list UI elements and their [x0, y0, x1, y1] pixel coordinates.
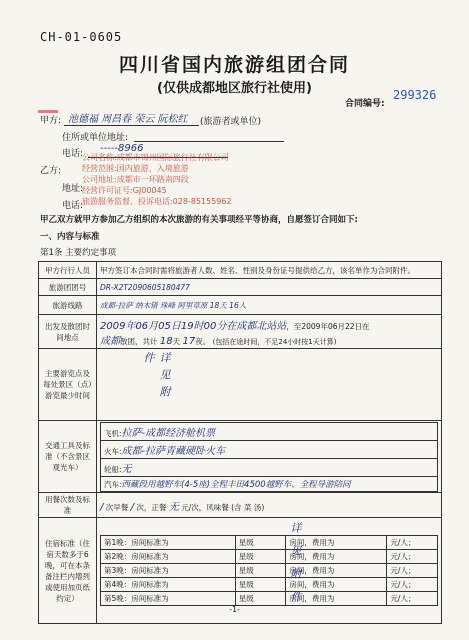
dates-line1-end: ，至2009年06月22日在: [286, 321, 370, 331]
meals-lunch: 次，正餐: [136, 502, 167, 512]
contract-no-label: 合同编号:: [345, 99, 385, 109]
dates-label: 出发及散团时间地点: [39, 315, 97, 349]
dates-days: 18: [159, 335, 173, 347]
party-a-label: 甲方:: [40, 116, 62, 126]
party-a-phone-label: 电话:: [62, 149, 84, 159]
plane-value: 拉萨-成都经济舱机票: [121, 427, 216, 439]
meals-mid: /: [130, 501, 135, 513]
lodging-night: 第2晚：房间标准为 星级 房间，费用为 元/人；: [101, 550, 438, 564]
car-value: 西藏段用越野车(4-5座)全程丰田4500越野车、全程导游陪同: [121, 479, 351, 490]
group-no-label: 旅游团团号: [39, 279, 97, 296]
article-heading: 第1条 主要约定事项: [40, 248, 117, 258]
table-row: [39, 296, 442, 315]
route-value: 成都-拉萨 纳木错 珠峰 阿里草原 18天 16人: [97, 296, 442, 315]
ship-value: 无: [121, 463, 132, 475]
page-subtitle: (仅供成都地区旅行社使用): [157, 81, 312, 96]
transport-label: 交通工具及标准（不含景区观光车）: [39, 421, 97, 493]
party-a-name-line: [64, 125, 199, 126]
stamp-line: 公司名称:成都市锦州国际旅行社有限公司: [82, 153, 229, 162]
meals-per: 元/次，风味餐: [181, 502, 229, 512]
dates-nights-unit: 夜。: [195, 336, 211, 346]
party-b-address-label: 地址:: [62, 184, 84, 194]
dates-days-unit: 天: [172, 336, 181, 346]
meals-dinner: 无: [168, 501, 179, 513]
contract-no-value: 299326: [393, 88, 437, 102]
lodging-handwritten-note: 详见附件: [289, 522, 302, 614]
dates-line2-mid: 散团，共计: [120, 336, 158, 346]
table-row: [39, 493, 442, 518]
party-a-address-line: [134, 141, 284, 142]
spots-label: 主要游览点及每处景区（点）游览最少时间: [39, 349, 97, 421]
table-row: [39, 315, 442, 349]
company-stamp: [82, 152, 232, 207]
table-row: [39, 262, 442, 279]
meals-breakfast: 次早餐: [105, 502, 129, 512]
train-value: 成都-拉萨青藏硬卧火车: [121, 445, 226, 457]
page-title: 四川省国内旅游组团合同: [118, 54, 350, 76]
agent-text: 甲方签订本合同时需将旅游者人数、姓名、性别及身份证号提供给乙方，该名单作为合同附件。: [97, 262, 442, 279]
spots-value: 详见附件: [142, 351, 171, 403]
transport-list: [100, 422, 438, 492]
meals-tail: (含 菜 汤): [231, 502, 265, 512]
party-a-address-label: 住所或单位地址:: [62, 133, 129, 143]
dates-cell: [97, 315, 442, 349]
stamp-line: 经营范围:国内旅游、入境旅游: [82, 164, 189, 173]
dates-note: (包括在途时间，不足24小时按1天计算): [212, 337, 337, 346]
stamp-line: 旅游服务监督、投诉电话:028-85155962: [82, 197, 232, 206]
transport-cell: [97, 421, 442, 493]
lodging-label: 住宿标准（住宿天数多于6晚，可在本条备注栏内增列或使用加页纸约定）: [39, 518, 97, 624]
contract-intro: 甲乙双方就甲方参加乙方组织的本次旅游的有关事项经平等协商，自愿签订合同如下:: [40, 215, 358, 225]
contract-table: [38, 261, 442, 624]
ship-label: 轮船:: [104, 464, 122, 474]
stamp-line: 经营许可证号:GJ00045: [82, 186, 167, 195]
lodging-night: 第1晚：房间标准为 星级 房间，费用为 元/人；: [101, 536, 438, 550]
car-label: 汽车:: [104, 479, 122, 489]
lodging-night: 第3晚：房间标准为 星级 房间，费用为 元/人；: [101, 564, 438, 578]
table-row: [39, 279, 442, 296]
party-b-label: 乙方:: [40, 166, 62, 176]
party-b-phone-label: 电话:: [62, 201, 84, 211]
dates-nights: 17: [182, 335, 196, 347]
dates-depart: 2009年06月05日19时00分在成都北站站: [100, 320, 287, 332]
stamp-line: 公司地址:成都市一环路南四段: [82, 175, 189, 184]
party-a-hint: (旅游者或单位): [200, 117, 262, 127]
plane-label: 飞机:: [104, 428, 122, 438]
lodging-list: [100, 535, 438, 606]
meals-breakfast-count: /: [100, 501, 104, 513]
document-code: CH-01-0605: [40, 30, 123, 44]
route-label: 旅游线路: [39, 296, 97, 315]
party-a-phone: -----8966: [100, 143, 144, 154]
meals-cell: [97, 493, 442, 518]
table-row: [39, 421, 442, 493]
agent-label: 甲方行行人员: [39, 262, 97, 279]
table-row: [39, 349, 442, 421]
page-number: -1-: [229, 605, 240, 614]
spots-cell: [97, 349, 442, 421]
dates-end-place: 成都: [100, 335, 120, 347]
section-heading: 一、内容与标准: [40, 232, 100, 242]
train-label: 火车:: [104, 446, 122, 456]
meals-label: 用餐次数及标准: [39, 493, 97, 518]
lodging-night: 第4晚：房间标准为 星级 房间，费用为 元/人；: [101, 578, 438, 592]
party-a-name: 池德福 周昌春 荣云 阮松红: [68, 114, 188, 125]
group-no-value: DR-X2T2090605180477: [97, 279, 442, 296]
lodging-night: 第5晚：房间标准为 星级 房间，费用为 元/人；: [101, 592, 438, 606]
